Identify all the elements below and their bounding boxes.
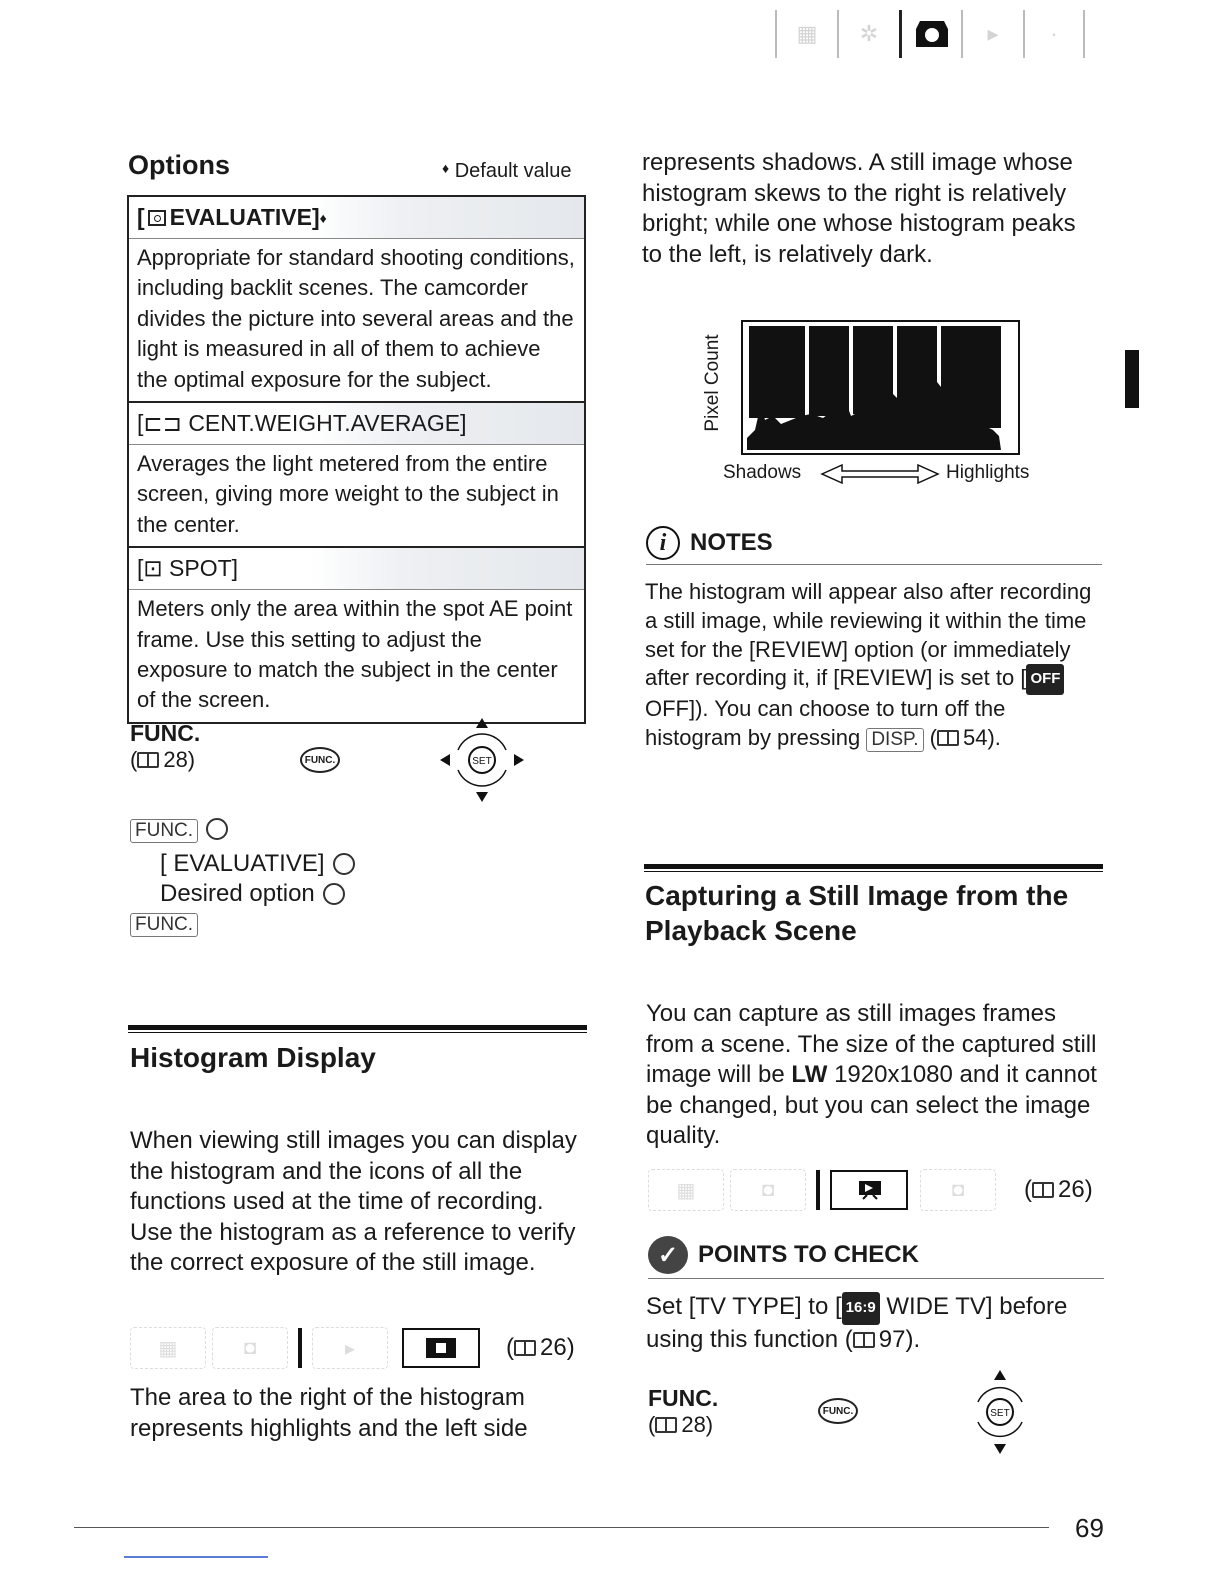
set-label: SET bbox=[472, 756, 492, 767]
joystick-press-icon bbox=[323, 883, 345, 905]
func-label: FUNC. bbox=[130, 720, 201, 746]
mode-camera-ghost-icon: ◘ bbox=[212, 1327, 288, 1369]
checkmark-icon: ✓ bbox=[648, 1236, 688, 1274]
ref-page: 97). bbox=[878, 1325, 921, 1353]
joystick-press-icon bbox=[206, 818, 228, 840]
tab-camera-icon bbox=[899, 10, 961, 58]
mode-movie-icon: ▦ bbox=[648, 1169, 724, 1211]
histogram-graphic bbox=[741, 320, 1021, 456]
book-icon bbox=[137, 752, 159, 768]
footer-accent bbox=[124, 1556, 268, 1558]
capture-title-line-1: Capturing a Still Image from the bbox=[645, 880, 1069, 911]
ref-page: 28) bbox=[681, 1412, 714, 1437]
camera-icon bbox=[914, 17, 950, 51]
options-title: Options bbox=[128, 150, 230, 180]
ref-page: 28) bbox=[163, 747, 196, 772]
default-mark-icon: ♦ bbox=[319, 209, 327, 226]
option-evaluative-desc: Appropriate for standard shooting conditions, including backlit scenes. The camcorder divides the picture into several areas and the light is measured in all of them to achieve the optimal exposure for the subject. bbox=[129, 239, 584, 403]
book-icon bbox=[853, 1332, 875, 1348]
func-key: FUNC. bbox=[130, 819, 198, 843]
points-ref bbox=[853, 1326, 920, 1353]
joystick-icon bbox=[440, 718, 524, 802]
default-mark-icon: ♦ bbox=[442, 160, 450, 176]
mode-camera-ghost-icon: ◘ bbox=[730, 1169, 806, 1211]
paren: ( bbox=[648, 1412, 656, 1437]
evaluative-icon bbox=[148, 210, 166, 226]
off-badge: OFF bbox=[1026, 664, 1064, 695]
joystick-press-icon bbox=[333, 853, 355, 875]
ref-page: 26) bbox=[540, 1334, 575, 1361]
mode-ref: ( 26) bbox=[1024, 1176, 1093, 1203]
option-spot-head: [⊡ SPOT] bbox=[129, 548, 584, 590]
options-table bbox=[127, 195, 586, 724]
book-icon bbox=[514, 1340, 536, 1356]
notes-title: NOTES bbox=[690, 529, 773, 556]
histogram-para-2a: The area to the right of the histogram represents highlights and the left side bbox=[130, 1384, 528, 1442]
wide-tv-badge: 16:9 bbox=[842, 1292, 880, 1325]
option-evaluative-label: EVALUATIVE] bbox=[169, 204, 320, 230]
histogram-para-1: When viewing still images you can display the histogram and the icons of all the functions used at the time of recording. Use the histogram as a reference to verify the correct exposure of the still image. bbox=[130, 1127, 577, 1276]
tab-playback-icon: ▸ bbox=[961, 10, 1023, 58]
procedure-step-1 bbox=[130, 818, 228, 843]
histogram-section-title: Histogram Display bbox=[130, 1042, 376, 1073]
info-icon: i bbox=[646, 526, 680, 560]
step-text: [ EVALUATIVE] bbox=[160, 850, 325, 877]
histogram-para-2b: represents shadows. A still image whose histogram skews to the right is relatively bright; while one whose histogram peaks to the left, is relatively dark. bbox=[642, 149, 1076, 268]
procedure-step-4 bbox=[130, 913, 198, 937]
book-icon bbox=[1032, 1182, 1054, 1198]
joystick-icon bbox=[960, 1370, 1040, 1454]
func-label: FUNC. bbox=[648, 1385, 719, 1411]
section-rule bbox=[128, 1025, 587, 1033]
double-arrow-icon bbox=[820, 463, 940, 485]
points-text-b: WIDE TV] before using this function ( bbox=[646, 1293, 1068, 1353]
option-spot-desc: Meters only the area within the spot AE point frame. Use this setting to adjust the exposure to match the subject in the center of the screen. bbox=[137, 596, 573, 713]
notes-text bbox=[645, 578, 1105, 753]
func-key: FUNC. bbox=[130, 913, 198, 937]
chapter-marker bbox=[1125, 350, 1139, 408]
mode-ref: ( 26) bbox=[506, 1334, 575, 1361]
default-value-note bbox=[442, 160, 571, 183]
section-tab-strip bbox=[775, 10, 1085, 58]
page-number: 69 bbox=[1075, 1513, 1104, 1543]
default-value-label: Default value bbox=[454, 160, 572, 182]
mode-photo-playback-icon bbox=[402, 1328, 480, 1368]
tab-setup-icon: ✲ bbox=[837, 10, 899, 58]
lw-label: LW bbox=[791, 1061, 828, 1088]
notes-text-b: OFF]). You can choose to turn off the histogram by pressing bbox=[645, 696, 1006, 750]
capture-para-a: You can capture as still images frames from a scene. The size of the captured still image will be bbox=[646, 1000, 1097, 1088]
func-button-icon: FUNC. bbox=[818, 1398, 858, 1424]
func-ref bbox=[648, 1412, 718, 1438]
mode-movie-icon: ▦ bbox=[130, 1327, 206, 1369]
mode-strip-left bbox=[130, 1327, 575, 1369]
capture-para bbox=[646, 999, 1106, 1152]
section-rule bbox=[644, 864, 1103, 872]
mode-strip-right bbox=[648, 1169, 1093, 1211]
func-ref bbox=[130, 747, 200, 773]
ref-page: 54). bbox=[962, 724, 1001, 750]
func-button-icon: FUNC. bbox=[300, 747, 340, 773]
histogram-right-label: Highlights bbox=[946, 462, 1030, 483]
points-text-a: Set [TV TYPE] to [ bbox=[646, 1293, 842, 1320]
option-center-weighted-head: [⊏⊐ CENT.WEIGHT.AVERAGE] bbox=[129, 403, 584, 445]
points-header bbox=[648, 1236, 1104, 1279]
capture-title-line-2: Playback Scene bbox=[645, 915, 857, 946]
histogram-left-label: Shadows bbox=[723, 462, 802, 483]
points-text bbox=[646, 1292, 1106, 1355]
disp-key: DISP. bbox=[866, 728, 923, 752]
capture-para-b: 1920x1080 and it cannot be changed, but you can select the image quality. bbox=[646, 1061, 1097, 1149]
ref-page: 26) bbox=[1058, 1176, 1093, 1203]
mode-divider bbox=[298, 1328, 302, 1368]
footer-rule bbox=[74, 1527, 1049, 1528]
paren: ( bbox=[130, 747, 138, 772]
capture-section-title bbox=[645, 878, 1068, 948]
histogram-ylabel bbox=[698, 330, 728, 440]
func-label-left bbox=[130, 720, 200, 773]
procedure-step-2 bbox=[160, 850, 355, 878]
procedure-step-3 bbox=[160, 880, 345, 908]
notes-text-a: The histogram will appear also after recording a still image, while reviewing it within the time set for the [REVIEW] option (or immediately after recording it, if [REVIEW] is set to [ bbox=[645, 579, 1092, 691]
book-icon bbox=[937, 730, 959, 746]
ylabel-text: Pixel Count bbox=[702, 334, 723, 432]
mode-movie-playback-icon bbox=[830, 1170, 908, 1210]
func-label-right bbox=[648, 1385, 718, 1438]
tab-extra-icon: · bbox=[1023, 10, 1085, 58]
bracket: [ bbox=[137, 204, 145, 230]
points-title: POINTS TO CHECK bbox=[698, 1241, 919, 1268]
notes-ref: ( 54). bbox=[929, 724, 1001, 750]
mode-playback-ghost-icon: ▸ bbox=[312, 1327, 388, 1369]
step-text: Desired option bbox=[160, 880, 315, 907]
set-label: SET bbox=[990, 1408, 1010, 1419]
notes-header bbox=[646, 526, 1102, 565]
mode-divider bbox=[816, 1170, 820, 1210]
book-icon bbox=[655, 1417, 677, 1433]
option-center-weighted-desc: Averages the light metered from the entire screen, giving more weight to the subject in the center. bbox=[129, 445, 584, 548]
tab-movie-icon: ▦ bbox=[775, 10, 837, 58]
mode-camera-ghost-icon: ◘ bbox=[920, 1169, 996, 1211]
option-evaluative-head bbox=[129, 197, 584, 239]
